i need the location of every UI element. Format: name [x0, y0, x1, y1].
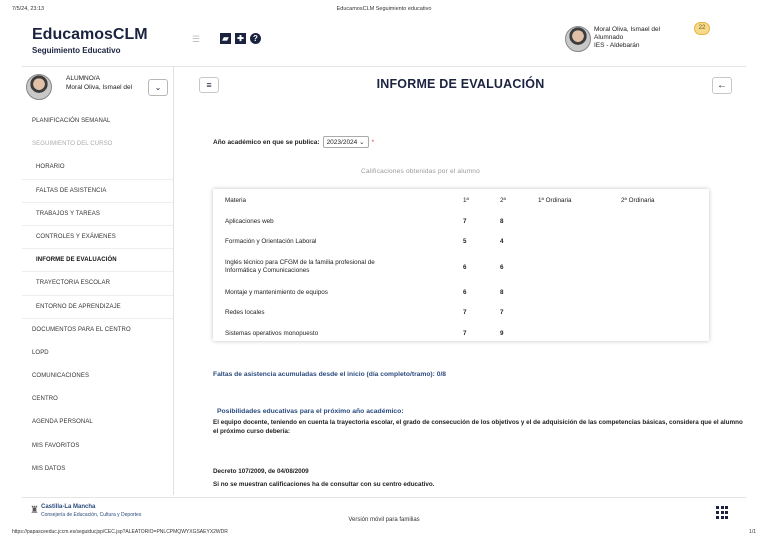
sidebar-item-documentos[interactable]: DOCUMENTOS PARA EL CENTRO: [32, 326, 131, 333]
grade-cell: [621, 303, 709, 324]
student-selector: [26, 70, 172, 106]
grade-cell: 8: [500, 288, 504, 296]
grade-cell: 5: [463, 238, 467, 246]
user-name: Moral Oliva, Ismael del: [594, 26, 661, 33]
footer-divider: [22, 497, 746, 498]
grade-cell: 9: [500, 329, 504, 337]
year-select[interactable]: 2023/2024 ⌄: [323, 136, 369, 148]
sidebar-item-entorno[interactable]: ENTORNO DE APRENDIZAJE: [22, 296, 173, 319]
sidebar-item-comunicaciones[interactable]: COMUNICACIONES: [32, 373, 90, 380]
sidebar-item-seguimiento[interactable]: SEGUIMIENTO DEL CURSO: [32, 141, 113, 148]
grade-cell: [621, 211, 709, 232]
sidebar-item-planificacion[interactable]: PLANIFICACIÓN SEMANAL: [32, 118, 111, 124]
table-header-row: [213, 189, 709, 211]
sidebar-item-trayectoria[interactable]: TRAYECTORIA ESCOLAR: [22, 272, 173, 295]
grade-cell: [538, 323, 621, 344]
filter-icon[interactable]: ≡: [199, 77, 219, 93]
sidebar-item-centro[interactable]: CENTRO: [32, 396, 58, 403]
no-grades-note: Si no se muestran calificaciones ha de consultar con su centro educativo.: [213, 481, 435, 488]
back-arrow-icon[interactable]: ←: [712, 77, 732, 94]
header-icons: [220, 33, 261, 44]
column-header: 2ª Ordinaria: [621, 196, 655, 204]
org-name: Castilla-La Mancha: [41, 504, 96, 510]
help-icon[interactable]: ?: [250, 33, 261, 44]
notifications-badge[interactable]: 22: [694, 22, 710, 35]
grade-cell: [621, 282, 709, 303]
year-row: [213, 136, 374, 148]
sidebar-item-informe[interactable]: INFORME DE EVALUACIÓN: [22, 249, 173, 272]
grades-card: [213, 189, 709, 341]
year-label: Año académico en que se publica:: [213, 138, 320, 146]
grade-cell: [538, 303, 621, 324]
possibilities-title: Posibilidades educativas para el próximo año académico:: [217, 408, 404, 415]
table-row: [213, 252, 709, 282]
student-label: ALUMNO/A: [66, 75, 100, 82]
sidebar-item-agenda[interactable]: AGENDA PERSONAL: [32, 419, 93, 426]
subject-cell: Formación y Orientación Laboral: [225, 238, 317, 246]
subject-cell: Sistemas operativos monopuesto: [225, 329, 319, 337]
castle-icon: ♜: [30, 505, 39, 516]
required-marker: *: [371, 138, 375, 146]
print-url: https://papasceeduc.jccm.es/seguiducjsp/CEC.jsp?ALEATORIO=PNLCPMQWYXGSAEYX2WDR: [12, 529, 228, 535]
sidebar: [22, 66, 174, 495]
grade-cell: [538, 282, 621, 303]
grade-cell: 8: [500, 217, 504, 225]
column-header: 1ª: [463, 196, 469, 204]
menu-icon[interactable]: ☰: [192, 34, 201, 44]
sidebar-item-controles[interactable]: CONTROLES Y EXÁMENES: [22, 226, 173, 249]
main-content: [175, 66, 746, 495]
subject-cell: Montaje y mantenimiento de equipos: [225, 288, 328, 296]
student-name: Moral Oliva, Ismael del: [66, 83, 133, 91]
grades-table: [213, 189, 709, 344]
brand-name[interactable]: EducamosCLM: [32, 26, 148, 43]
print-footer: [12, 529, 756, 535]
brand-subtitle: Seguimiento Educativo: [32, 46, 121, 55]
page-title: INFORME DE EVALUACIÓN: [376, 77, 545, 91]
apps-grid-icon[interactable]: [716, 506, 730, 520]
user-role: Alumnado: [594, 34, 624, 41]
app-header: [22, 22, 746, 62]
table-row: [213, 282, 709, 303]
grades-caption: Calificaciones obtenidas por el alumno: [361, 168, 480, 175]
table-row: [213, 232, 709, 253]
grade-cell: 7: [463, 217, 467, 225]
book-icon[interactable]: ▰: [220, 33, 231, 44]
sidebar-item-trabajos[interactable]: TRABAJOS Y TAREAS: [22, 203, 173, 226]
grade-cell: [621, 252, 709, 282]
chevron-down-icon[interactable]: ⌄: [148, 79, 168, 96]
table-row: [213, 303, 709, 324]
grade-cell: 7: [463, 309, 467, 317]
year-value: 2023/2024: [326, 139, 358, 146]
sidebar-nav: [22, 110, 173, 481]
grade-cell: 6: [500, 263, 504, 271]
table-row: [213, 323, 709, 344]
sidebar-item-lopd[interactable]: LOPD: [32, 349, 49, 356]
grade-cell: 6: [463, 288, 467, 296]
grade-cell: [538, 252, 621, 282]
column-header: 1ª Ordinaria: [538, 196, 572, 204]
possibilities-text: El equipo docente, teniendo en cuenta la trayectoria escolar, el grado de consecución de los objetivos y el de adquisición de las competencias básicas, considera que el alumno el próximo curso debería:: [213, 419, 743, 435]
column-header: Materia: [225, 196, 246, 204]
org-dept: Consejería de Educación, Cultura y Deportes: [41, 512, 142, 518]
grade-cell: [538, 211, 621, 232]
user-info: [594, 26, 660, 50]
user-menu[interactable]: [565, 24, 715, 58]
grade-cell: 7: [463, 329, 467, 337]
absences-summary: Faltas de asistencia acumuladas desde el inicio (día completo/tramo): 0/8: [213, 371, 447, 378]
sidebar-item-horario[interactable]: HORARIO: [22, 156, 173, 179]
grade-cell: [621, 323, 709, 344]
lifebuoy-icon[interactable]: ✚: [235, 33, 246, 44]
mobile-version-link[interactable]: Versión móvil para familias: [348, 517, 420, 523]
avatar: [565, 26, 591, 52]
print-page-number: 1/1: [749, 529, 756, 535]
print-doc-title: EducamosCLM Seguimiento educativo: [336, 6, 432, 12]
grade-cell: 6: [463, 263, 467, 271]
decree-reference: Decreto 107/2009, de 04/08/2009: [213, 468, 309, 475]
sidebar-item-favoritos[interactable]: MIS FAVORITOS: [32, 442, 80, 449]
grade-cell: 7: [500, 309, 504, 317]
subject-cell: Redes locales: [225, 309, 265, 317]
sidebar-item-mis-datos[interactable]: MIS DATOS: [32, 465, 66, 472]
print-datetime: 7/5/24, 23:13: [12, 6, 45, 12]
column-header: 2ª: [500, 196, 506, 204]
grade-cell: 4: [500, 238, 504, 246]
sidebar-item-faltas[interactable]: FALTAS DE ASISTENCIA: [22, 180, 173, 203]
grade-cell: [538, 232, 621, 253]
subject-cell: Aplicaciones web: [225, 217, 274, 225]
user-school: IES - Aldebarán: [594, 42, 640, 49]
table-row: [213, 211, 709, 232]
student-avatar: [26, 74, 52, 100]
print-header: [12, 6, 756, 16]
subject-cell: Inglés técnico para CFGM de la familia profesional de Informática y Comunicaciones: [225, 259, 375, 274]
grade-cell: [621, 232, 709, 253]
